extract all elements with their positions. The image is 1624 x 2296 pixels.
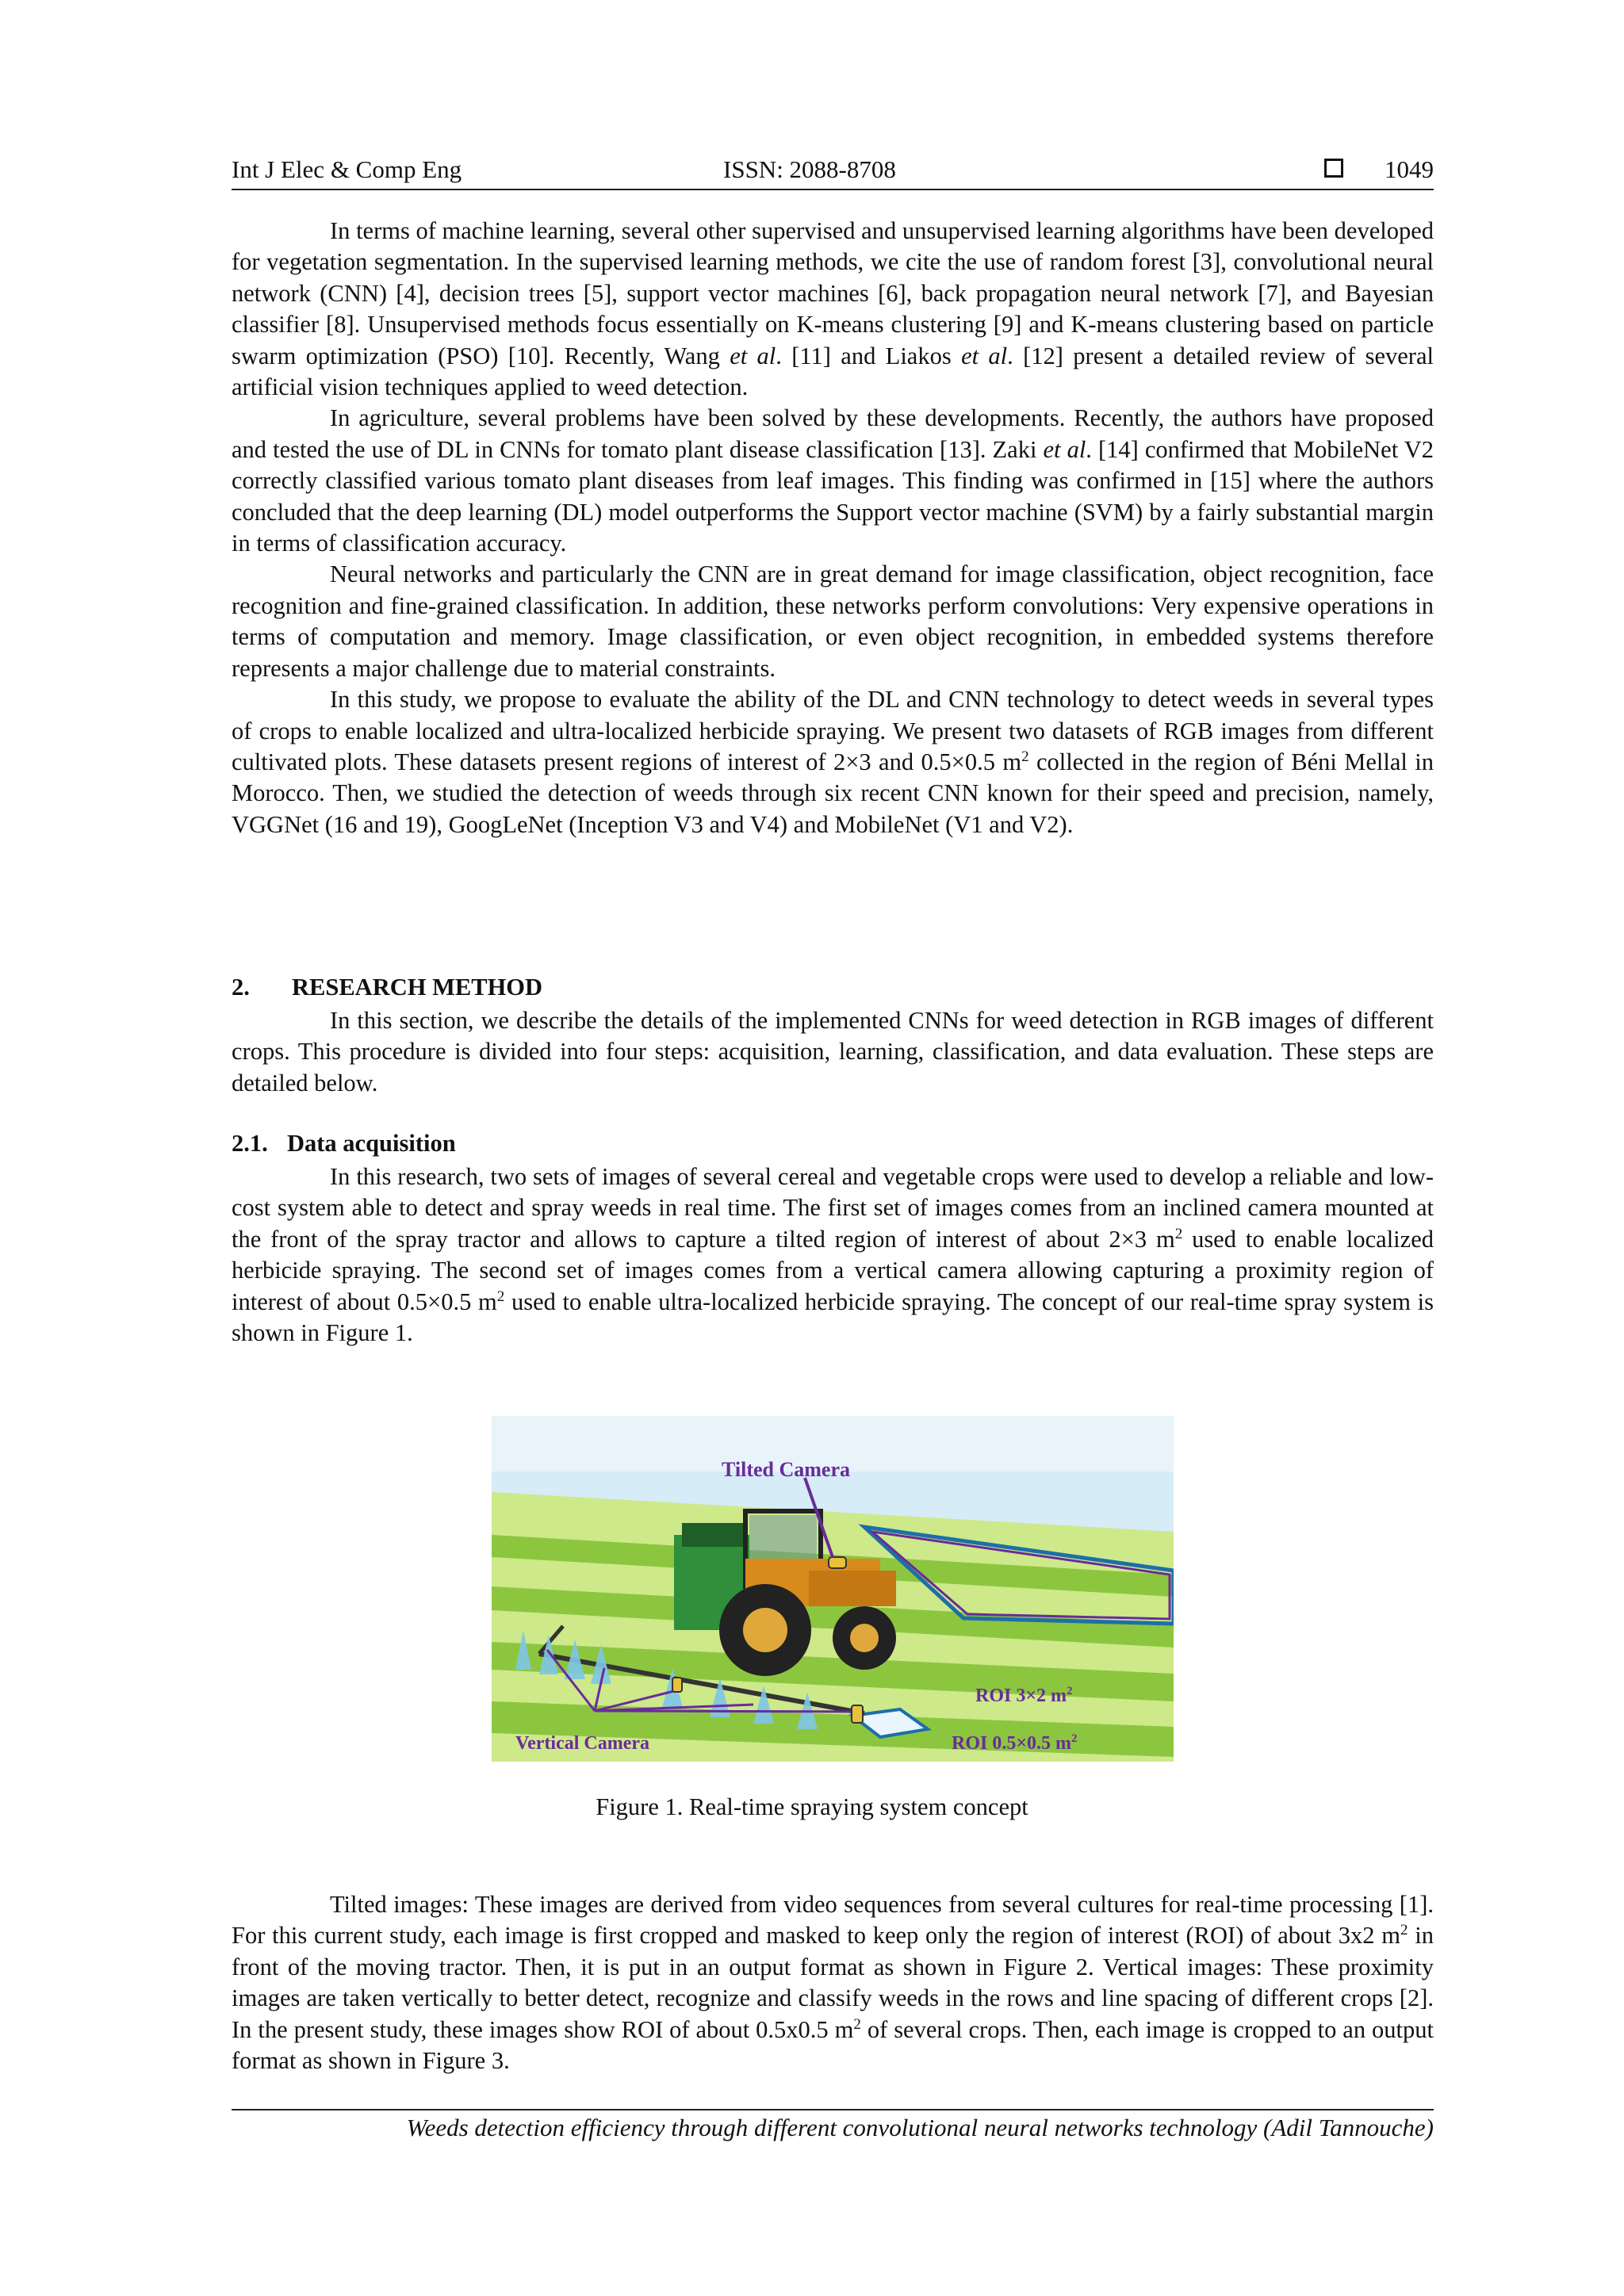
page-footer (232, 2109, 1434, 2142)
section-heading: 2. RESEARCH METHOD (232, 974, 543, 1001)
paragraph: In this section, we describe the details of the implemented CNNs for weed detection in RGB images of different crops. This procedure is divided into four steps: acquisition, learning, classification, and data evaluation. These steps are detailed below. (232, 1007, 1434, 1096)
figure-spraying-system (492, 1416, 1174, 1762)
post-figure-text (232, 1889, 1434, 2076)
label-roi-small: ROI 0.5×0.5 $m^2$ (952, 1732, 1078, 1754)
paragraph: In this study, we propose to evaluate the ability of the DL and CNN technology to detect weeds in several types of crops to enable localized and ultra-localized herbicide spraying. We present two datasets of RGB images from different cultivated plots. These datasets present regions of interest of 2×3 and 0.5×0.5 $m^2$ collected in the region of Béni Mellal in Morocco. Then, we studied the detection of weeds through six recent CNN known for their speed and precision, namely, VGGNet (16 and 19), GoogLeNet (Inception V3 and V4) and MobileNet (V1 and V2). (232, 686, 1434, 838)
paragraph: In terms of machine learning, several other supervised and unsupervised learning algorithms have been developed for vegetation segmentation. In the supervised learning methods, we cite the use of random forest [3], convolutional neural network (CNN) [4], decision trees [5], support vector machines [6], back propagation neural network [7], and Bayesian classifier [8]. Unsupervised methods focus essentially on K-means clustering [9] and K-means clustering based on particle swarm optimization (PSO) [10]. Recently, Wang et al. [11] and Liakos et al. [12] present a detailed review of several artificial vision techniques applied to weed detection. (232, 217, 1434, 401)
page-number: 1049 (1385, 155, 1434, 183)
page-header (232, 151, 1434, 190)
figure-caption: Figure 1. Real-time spraying system concept (596, 1793, 1028, 1820)
running-title: Weeds detection efficiency through different convolutional neural networks technology (Adil Tannouche) (406, 2114, 1434, 2141)
subsection-text (232, 1161, 1434, 1349)
journal-name: Int J Elec & Comp Eng (232, 155, 462, 183)
label-vertical-camera: Vertical Camera (515, 1733, 650, 1754)
figure-illustration (492, 1416, 1174, 1762)
paragraph: Tilted images: These images are derived from video sequences from several cultures for real-time processing [1]. For this current study, each image is first cropped and masked to keep only the region of interest (ROI) of about 3x2 $m^2$ in front of the moving tractor. Then, it is put in an output format as shown in Figure 2. Vertical images: These proximity images are taken vertically to better detect, recognize and classify weeds in the rows and line spacing of different crops [2]. In the present study, these images show ROI of about 0.5x0.5 $m^2$ of several crops. Then, each image is cropped to an output format as shown in Figure 3. (232, 1891, 1434, 2075)
paragraph: Neural networks and particularly the CNN are in great demand for image classification, object recognition, face recognition and fine-grained classification. In addition, these networks perform convolutions: Very expensive operations in terms of computation and memory. Image classification, or even object recognition, in embedded systems therefore represents a major challenge due to material constraints. (232, 561, 1434, 682)
label-roi-large: ROI 3×2 $m^2$ (975, 1685, 1073, 1706)
square-icon (1324, 159, 1343, 178)
label-tilted-camera: Tilted Camera (722, 1458, 850, 1481)
section-text (232, 1005, 1434, 1099)
intro-text (232, 216, 1434, 840)
subsection-heading: 2.1. Data acquisition (232, 1130, 456, 1157)
paragraph: In this research, two sets of images of several cereal and vegetable crops were used to develop a reliable and low-cost system able to detect and spray weeds in real time. The first set of images comes from an inclined camera mounted at the front of the spray tractor and allows to capture a tilted region of interest of about 2×3 $m^2$ used to enable localized herbicide spraying. The second set of images comes from a vertical camera allowing capturing a proximity region of interest of about 0.5×0.5 $m^2$ used to enable ultra-localized herbicide spraying. The concept of our real-time spray system is shown in Figure 1. (232, 1163, 1434, 1347)
paragraph: In agriculture, several problems have been solved by these developments. Recently, the authors have proposed and tested the use of DL in CNNs for tomato plant disease classification [13]. Zaki et al. [14] confirmed that MobileNet V2 correctly classified various tomato plant diseases from leaf images. This finding was confirmed in [15] where the authors concluded that the deep learning (DL) model outperforms the Support vector machine (SVM) by a fairly substantial margin in terms of classification accuracy. (232, 404, 1434, 557)
issn: ISSN: 2088-8708 (723, 155, 896, 183)
